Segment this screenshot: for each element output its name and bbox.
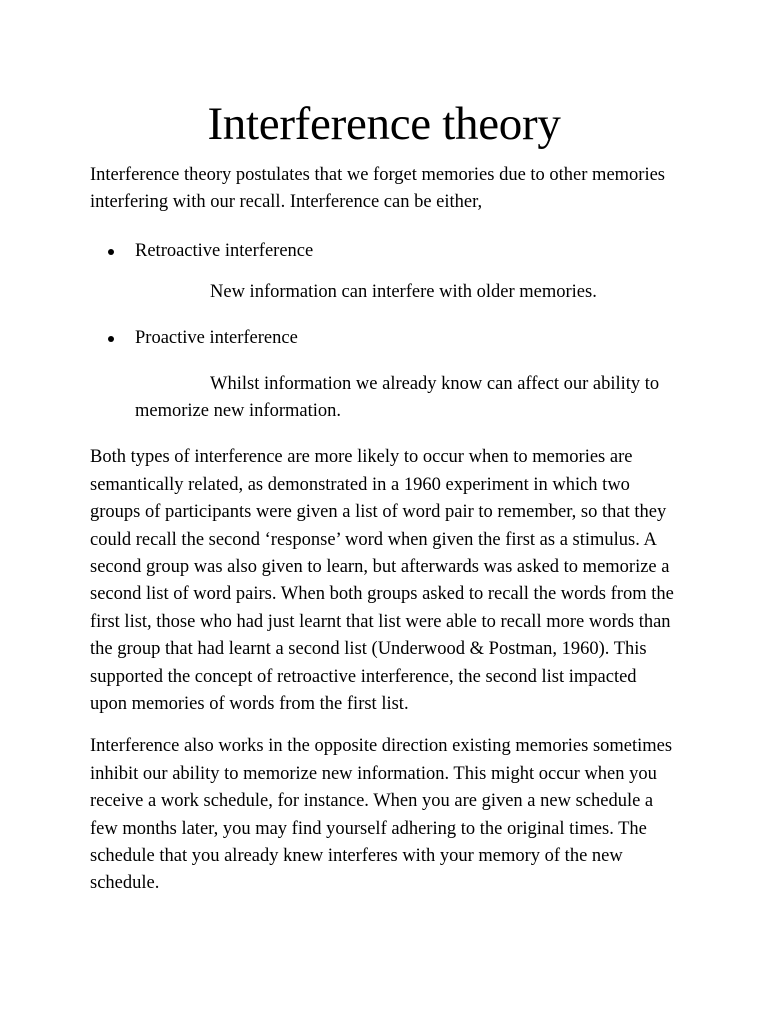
bullet-dot-icon bbox=[108, 249, 114, 255]
interference-types-list-continued bbox=[90, 325, 678, 352]
bullet-dot-icon bbox=[108, 336, 114, 342]
retroactive-description: New information can interfere with older memories. bbox=[210, 282, 597, 303]
document-title: Interference theory bbox=[207, 98, 561, 150]
list-item-label: Retroactive interference bbox=[135, 240, 314, 261]
list-item-retroactive bbox=[90, 238, 678, 265]
interference-types-list bbox=[90, 238, 678, 265]
intro-paragraph: Interference theory postulates that we forget memories due to other memories interfering with our recall. Interference can be either, bbox=[90, 165, 666, 213]
body-paragraph-proactive-example: Interference also works in the opposite direction existing memories sometimes inhibit our ability to memorize new information. This might occur when you receive a work schedule, for instance. When you are given a new schedule a few months later, you may find yourself adhering to the original times. The schedule that you already knew interferes with your memory of the new schedule. bbox=[90, 736, 673, 894]
list-item-label: Proactive interference bbox=[135, 328, 298, 349]
proactive-description: Whilst information we already know can affect our ability to memorize new information. bbox=[135, 374, 660, 422]
body-paragraph-experiment: Both types of interference are more likely to occur when to memories are semantically related, as demonstrated in a 1960 experiment in which two groups of participants were given a list of word pair to remember, so that they could recall the second ‘response’ word when given the first as a stimulus. A second group was also given to learn, but afterwards was asked to memorize a second list of word pairs. When both groups asked to recall the words from the first list, those who had just learnt that list were able to recall more words than the group that had learnt a second list (Underwood & Postman, 1960). This supported the concept of retroactive interference, the second list impacted upon memories of words from the first list. bbox=[90, 447, 674, 714]
list-item-proactive bbox=[90, 325, 678, 352]
